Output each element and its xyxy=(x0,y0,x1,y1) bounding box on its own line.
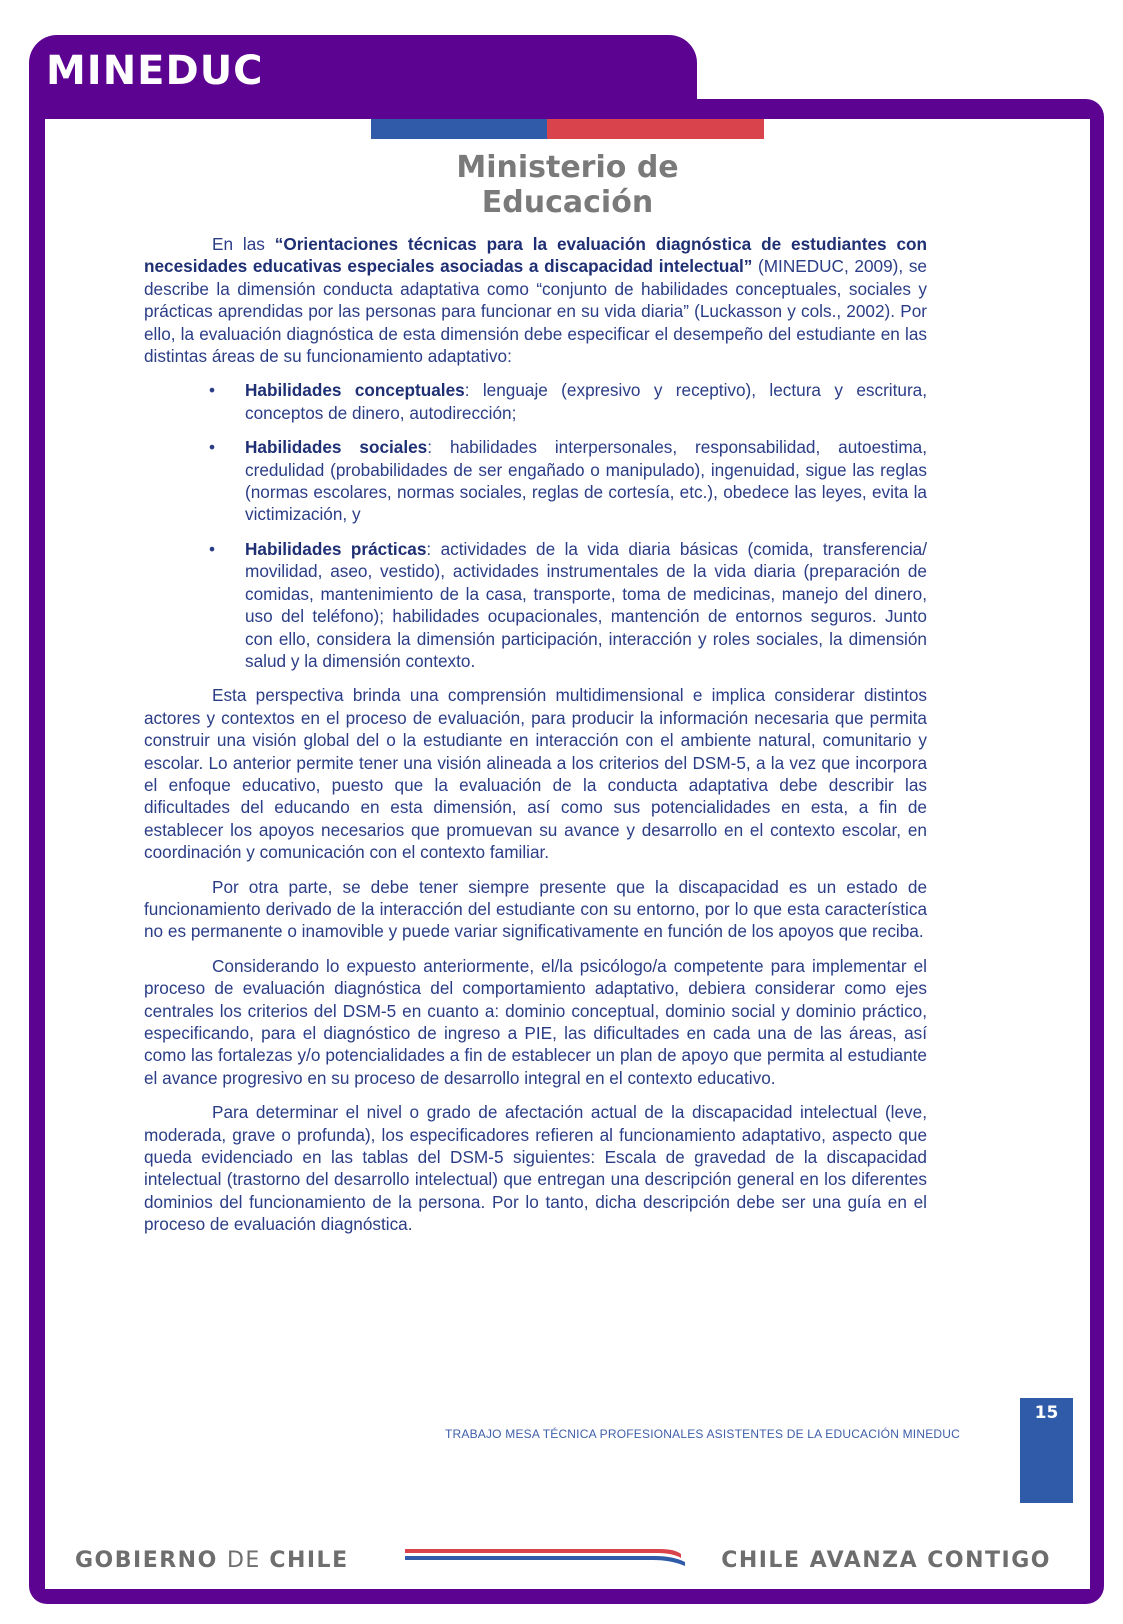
flag-stripe-blue xyxy=(371,119,547,139)
list-item: • Habilidades prácticas: actividades de la vida diaria básicas (comida, transferencia/ movilidad, aseo, vestido), actividades instrumentales de la vida diaria (preparación de comidas, mantenimiento de la casa, transporte, toma de medicinas, manejo del dinero, uso del teléfono); habilidades ocupacionales, mantención de entornos seguros. Junto con ello, considera la dimensión participación, interacción y roles sociales, la dimensión salud y la dimensión contexto. xyxy=(209,538,927,671)
document-title-reference: “Orientaciones técnicas para la evaluación diagnóstica de estudiantes con necesidades educativas especiales asociadas a discapacidad intelectual” xyxy=(144,234,928,277)
bullet-icon: • xyxy=(209,437,216,458)
paragraph-intro: En las “Orientaciones técnicas para la evaluación diagnóstica de estudiantes con necesidades educativas especiales asociadas a discapacidad intelectual” (MINEDUC, 2009), se describe la dimensión conducta adaptativa como “conjunto de habilidades conceptuales, sociales y prácticas aprendidas por las personas para funcionar en su vida diaria” (Luckasson y cols., 2002). Por ello, la evaluación diagnóstica de esta dimensión debe especificar el desempeño del estudiante en las distintas áreas de su funcionamiento adaptativo: xyxy=(144,234,928,367)
bullet-icon: • xyxy=(209,380,216,401)
slogan: CHILE AVANZA CONTIGO xyxy=(721,1548,1051,1573)
government-logo: GOBIERNO DE CHILE xyxy=(75,1548,349,1573)
paragraph: Para determinar el nivel o grado de afectación actual de la discapacidad intelectual (leve, moderada, grave o profunda), los especificadores refieren al funcionamiento adaptativo, aspecto que queda evidenciado en las tablas del DSM-5 siguientes: Escala de gravedad de la discapacidad intelectual (trastorno del desarrollo intelectual) que entregan una descripción general en los diferentes dominios del funcionamiento de la persona. Por lo tanto, dicha descripción debe ser una guía en el proceso de evaluación diagnóstica. xyxy=(144,1102,927,1235)
paragraph: Considerando lo expuesto anteriormente, el/la psicólogo/a competente para implementar el proceso de evaluación diagnóstica del comportamiento adaptativo, debiera considerar como ejes centrales los criterios del DSM-5 en cuanto a: dominio conceptual, dominio social y dominio práctico, especificando, para el diagnóstico de ingreso a PIE, las dificultades en cada una de las áreas, así como las fortalezas y/o potencialidades a fin de establecer un plan de apoyo que permita al estudiante el avance progresivo en su proceso de desarrollo integral en el contexto educativo. xyxy=(144,955,927,1088)
footer-note: TRABAJO MESA TÉCNICA PROFESIONALES ASISTENTES DE LA EDUCACIÓN MINEDUC xyxy=(444,1427,960,1441)
brand-logo: MINEDUC xyxy=(46,48,264,94)
list-item: • Habilidades sociales: habilidades interpersonales, responsabilidad, autoestima, credulidad (probabilidades de ser engañado o manipulado), ingenuidad, sigue las reglas (normas escolares, normas sociales, reglas de cortesía, etc.), obedece las leyes, evita la victimización, y xyxy=(209,437,928,525)
swoosh-logo-icon xyxy=(405,1540,695,1570)
ministry-title: Ministerio de Educación xyxy=(456,150,679,220)
page-number: 15 xyxy=(1020,1398,1073,1503)
list-item: • Habilidades conceptuales: lenguaje (expresivo y receptivo), lectura y escritura, conceptos de dinero, autodirección; xyxy=(209,380,927,423)
flag-stripe-red xyxy=(547,119,764,139)
paragraph: Esta perspectiva brinda una comprensión multidimensional e implica considerar distintos actores y contextos en el proceso de evaluación, para producir la información necesaria que permita construir una visión global del o la estudiante en interacción con el ambiente natural, comunitario y escolar. Lo anterior permite tener una visión alineada a los criterios del DSM-5, a la vez que incorpora el enfoque educativo, puesto que la evaluación de la conducta adaptativa debe describir las dificultades del educando en esta dimensión, así como sus potencialidades en esta, a fin de establecer los apoyos necesarios que promuevan su avance y desarrollo en el contexto escolar, en coordinación y comunicación con el contexto familiar. xyxy=(144,685,927,863)
document-content xyxy=(144,233,927,1248)
paragraph: Por otra parte, se debe tener siempre presente que la discapacidad es un estado de funcionamiento derivado de la interacción del estudiante con su entorno, por lo que esta característica no es permanente o inamovible y puede variar significativamente en función de los apoyos que reciba. xyxy=(144,876,927,942)
bullet-icon: • xyxy=(209,538,216,559)
skills-list xyxy=(144,379,927,672)
